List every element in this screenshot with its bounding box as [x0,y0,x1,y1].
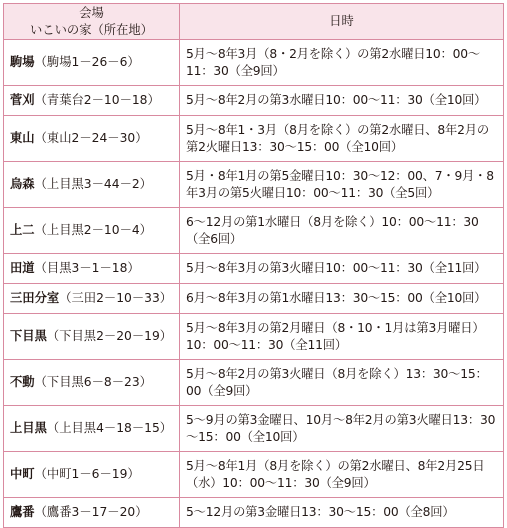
table-row [4,86,504,116]
venue-name: 駒場 [10,55,35,69]
schedule-cell: 5月～8年3月の第2月曜日（8・10・1月は第3月曜日）10：00～11：30（全11回） [180,314,504,360]
venue-address: （中町1－6－19） [34,467,140,481]
venue-address: （上目黒2－10－4） [34,223,152,237]
schedule-cell: 6月～8年3月の第1水曜日13：30～15：00（全10回） [180,284,504,314]
venue-cell [4,452,180,498]
table-row [4,360,504,406]
schedule-cell: 5月～8年2月の第3火曜日（8月を除く）13：30～15：00（全9回） [180,360,504,406]
venue-cell [4,406,180,452]
venue-name: 田道 [10,261,35,275]
table-row [4,314,504,360]
venue-cell [4,498,180,528]
venue-name: 鷹番 [10,505,35,519]
schedule-table-body [4,40,504,528]
venue-name: 東山 [10,131,35,145]
venue-address: （下目黒2－20－19） [46,329,173,343]
venue-name: 烏森 [10,177,35,191]
table-row [4,40,504,86]
table-row [4,498,504,528]
table-row [4,162,504,208]
venue-cell [4,40,180,86]
schedule-cell: 5～9月の第3金曜日、10月～8年2月の第3火曜日13：30～15：00（全10回） [180,406,504,452]
venue-address: （駒場1－26－6） [34,55,140,69]
schedule-cell: 5月～8年3月の第3火曜日10：00～11：30（全11回） [180,254,504,284]
table-row [4,284,504,314]
venue-address: （青葉台2－10－18） [34,93,160,107]
schedule-cell: 6～12月の第1水曜日（8月を除く）10：00～11：30（全6回） [180,208,504,254]
venue-name: 不動 [10,375,35,389]
venue-cell [4,116,180,162]
venue-name: 中町 [10,467,35,481]
venue-address: （東山2－24－30） [34,131,148,145]
schedule-cell: 5～12月の第3金曜日13：30～15：00（全8回） [180,498,504,528]
table-row [4,452,504,498]
venue-name: 下目黒 [10,329,47,343]
datetime-column-header: 日時 [180,4,504,40]
venue-name: 上二 [10,223,35,237]
venue-address: （鷹番3－17－20） [34,505,148,519]
table-row [4,208,504,254]
schedule-cell: 5月～8年1・3月（8月を除く）の第2水曜日、8年2月の第2火曜日13：30～15：00（全10回） [180,116,504,162]
venue-header-line2: いこいの家（所在地） [30,22,153,37]
venue-address: （目黒3－1－18） [34,261,140,275]
schedule-cell: 5月・8年1月の第5金曜日10：30～12：00、7・9月・8年3月の第5火曜日10：00～11：30（全5回） [180,162,504,208]
venue-header-line1: 会場 [79,5,104,20]
table-header-row [4,4,504,40]
venue-cell [4,360,180,406]
venue-name: 三田分室 [10,291,60,305]
venue-address: （三田2－10－33） [59,291,173,305]
venue-address: （上目黒4－18－15） [46,421,173,435]
venue-name: 菅刈 [10,93,35,107]
schedule-cell: 5月～8年3月（8・2月を除く）の第2水曜日10：00～11：30（全9回） [180,40,504,86]
table-row [4,116,504,162]
table-row [4,406,504,452]
venue-cell [4,162,180,208]
venue-address: （下目黒6－8－23） [34,375,152,389]
venue-address: （上目黒3－44－2） [34,177,152,191]
venue-cell [4,86,180,116]
table-row [4,254,504,284]
venue-cell [4,284,180,314]
venue-cell [4,254,180,284]
schedule-cell: 5月～8年2月の第3水曜日10：00～11：30（全10回） [180,86,504,116]
venue-cell [4,314,180,360]
venue-cell [4,208,180,254]
schedule-table [3,3,504,528]
venue-column-header [4,4,180,40]
venue-name: 上目黒 [10,421,47,435]
schedule-cell: 5月～8年1月（8月を除く）の第2水曜日、8年2月25日（水）10：00～11：30（全9回） [180,452,504,498]
